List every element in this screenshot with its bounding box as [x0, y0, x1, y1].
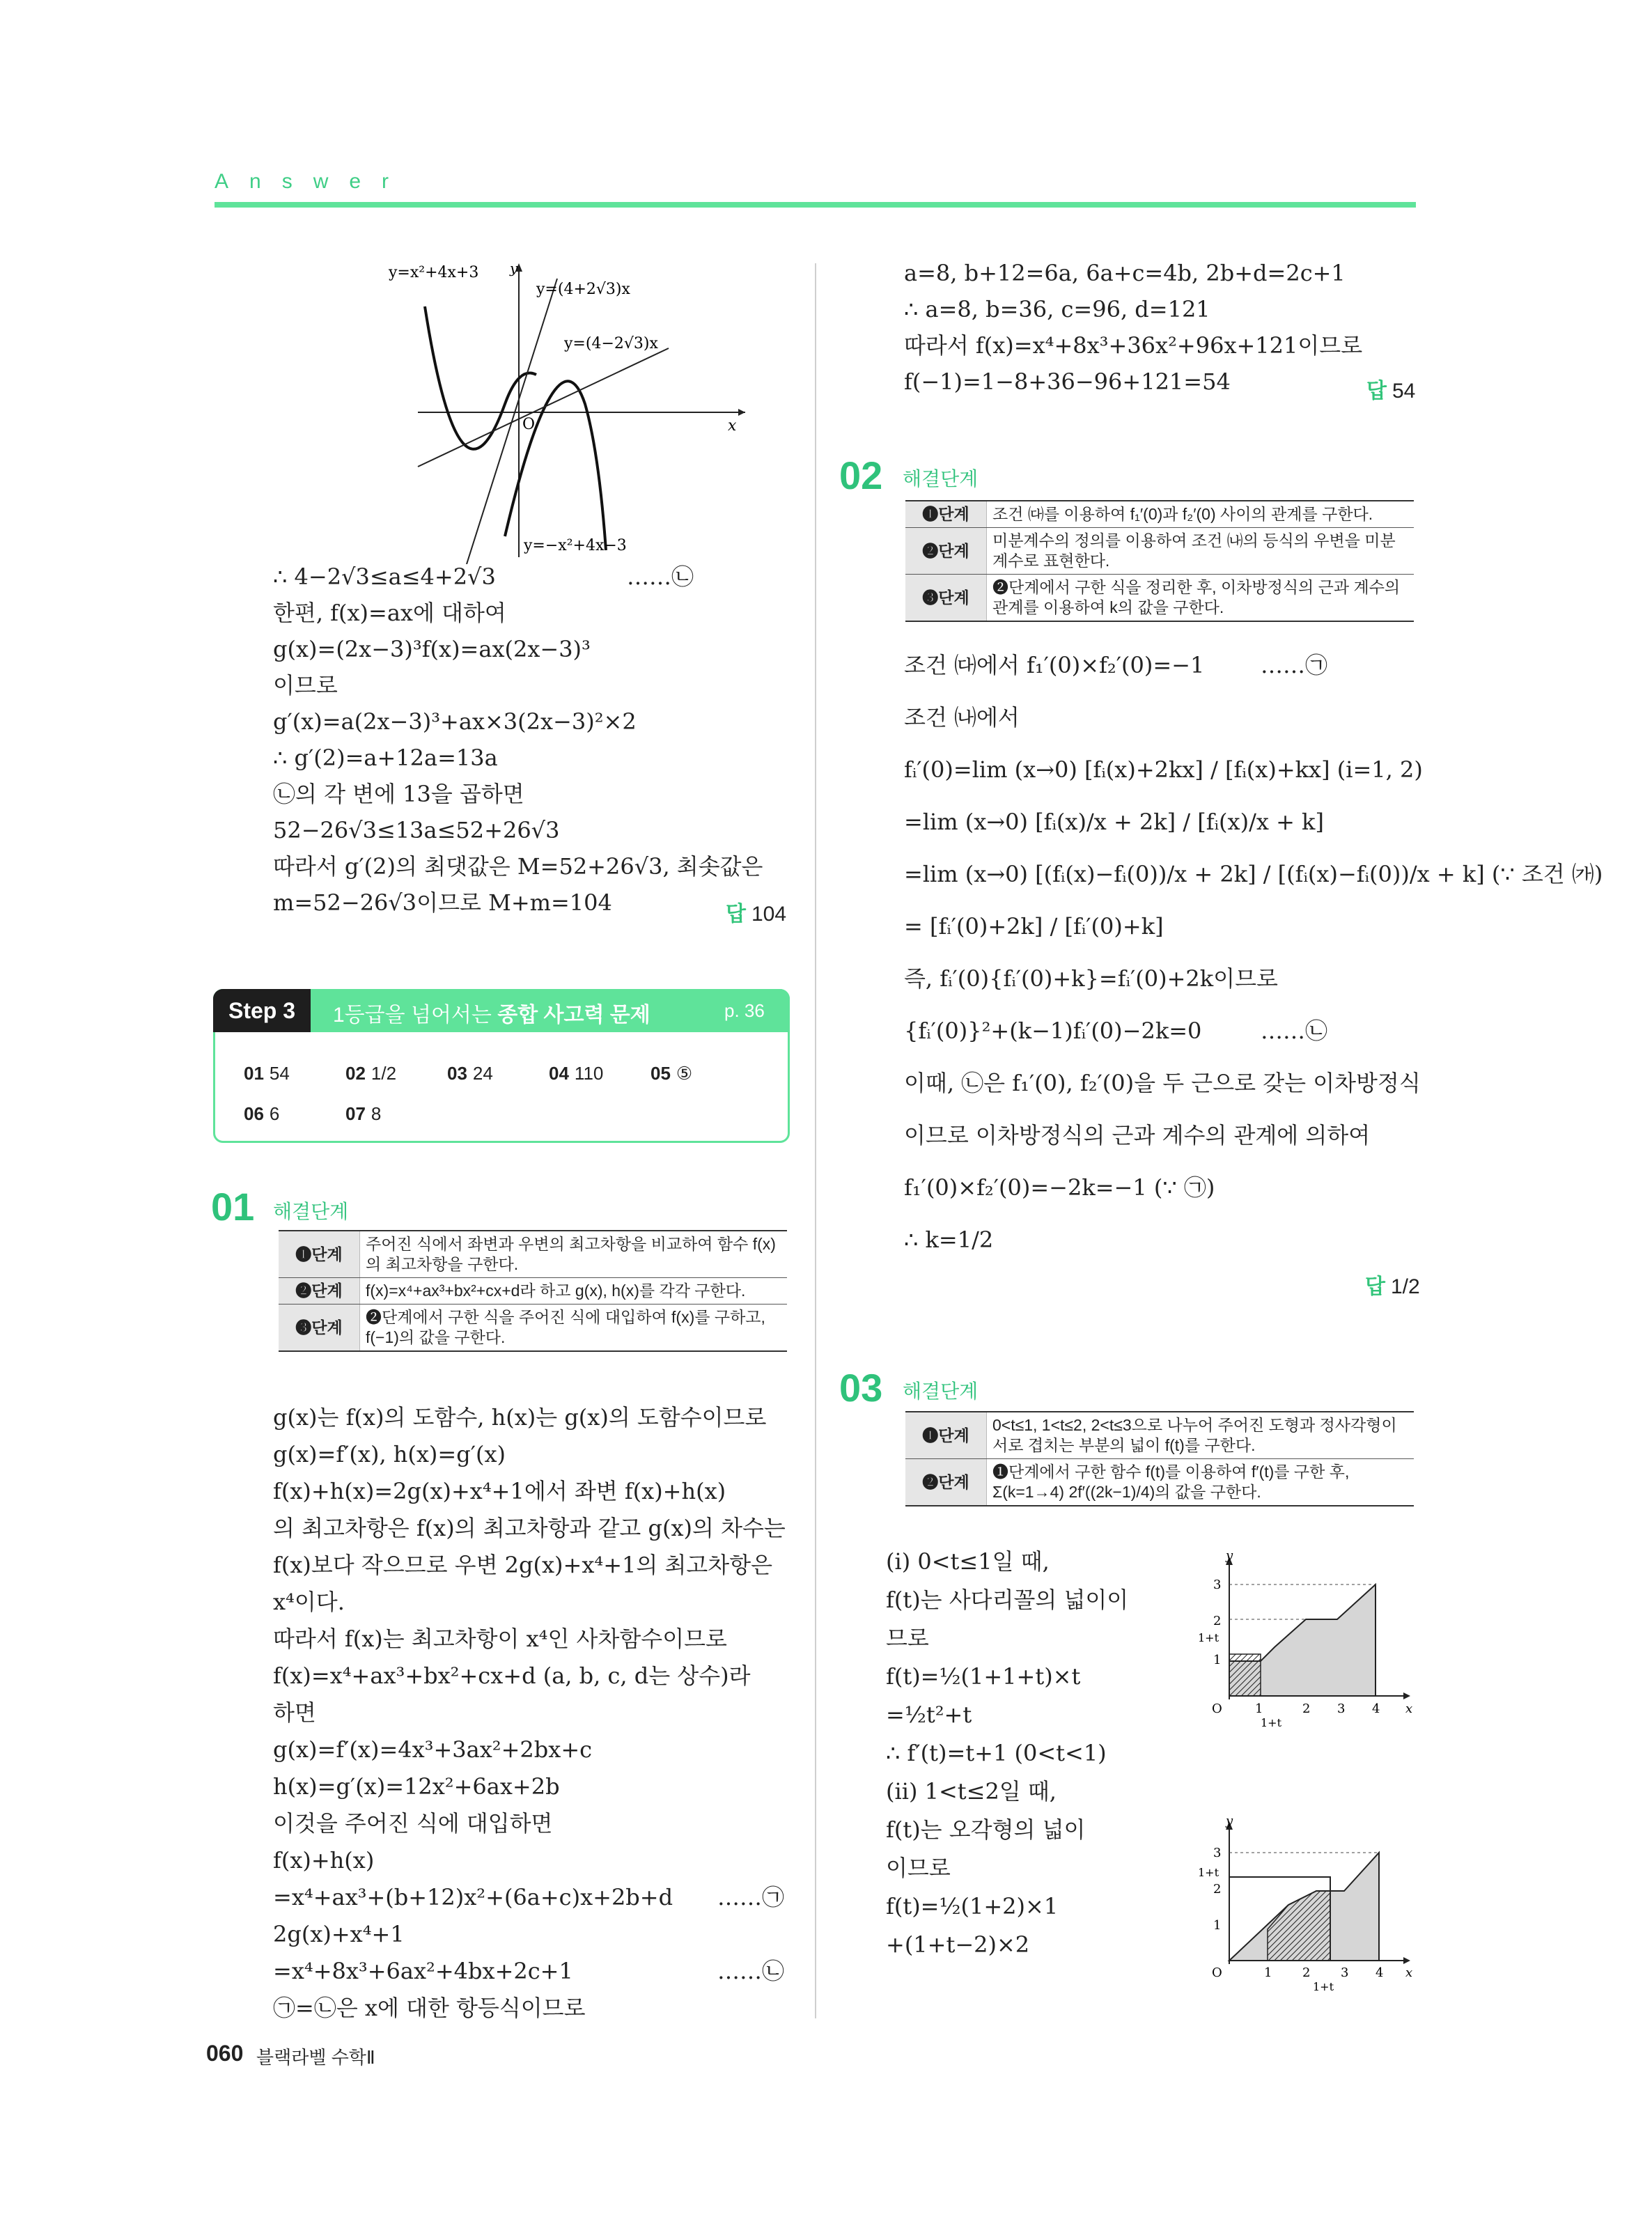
left-top-line: 따라서 g′(2)의 최댓값은 M=52+26√3, 최솟값은 [273, 853, 763, 880]
g2-label-5: O [1212, 1701, 1222, 1716]
section-02-answer [1365, 1269, 1420, 1300]
step-label: ❸단계 [905, 575, 987, 622]
section-01-number: 01 [211, 1185, 255, 1229]
s02-lines-line: {fᵢ′(0)}²+(k−1)fᵢ′(0)−2k=0 [904, 1018, 1202, 1044]
g2-label-1: 3 [1213, 1578, 1222, 1592]
graph1-label-4: O [522, 416, 536, 433]
g3-label-2: 2 [1213, 1882, 1222, 1897]
step3-subtitle [333, 997, 650, 1028]
s03-lines-line: f(t)는 사다리꼴의 넓이이 [886, 1587, 1129, 1613]
s02-lines-line: 이므로 이차방정식의 근과 계수의 관계에 의하여 [904, 1122, 1371, 1148]
left-top-line: ∴ g′(2)=a+12a=13a [273, 745, 498, 771]
section-02-number: 02 [839, 453, 883, 497]
answer-mark: 답 [1366, 380, 1387, 403]
s02-lines-line: 이때, ㉡은 f₁′(0), f₂′(0)을 두 근으로 갖는 이차방정식 [904, 1070, 1421, 1096]
left-answer-value: 104 [751, 903, 787, 926]
step-row [905, 501, 1414, 528]
graph1-label-5: x [728, 417, 737, 435]
step3-tag: Step 3 [213, 989, 311, 1032]
g2-label-4: 1 [1213, 1653, 1222, 1667]
g2-label-8: 3 [1337, 1701, 1346, 1716]
left-top-line: m=52−26√3이므로 M+m=104 [273, 889, 612, 916]
right-top-answer [1366, 373, 1415, 404]
step-text: 조건 ㈐를 이용하여 f₁′(0)과 f₂′(0) 사이의 관계를 구한다. [987, 501, 1415, 528]
s01-lines-line: 의 최고차항은 f(x)의 최고차항과 같고 g(x)의 차수는 [273, 1515, 786, 1541]
g3-label-9: 4 [1376, 1965, 1384, 1980]
s01-lines-line: 2g(x)+x⁴+1 [273, 1921, 405, 1947]
step3-answer-num: 05 [650, 1063, 671, 1084]
s03-lines-line: f(t)는 오각형의 넓이 [886, 1816, 1086, 1843]
left-top-line-tag: ……㉡ [627, 563, 694, 590]
g3-label-10: x [1405, 1965, 1413, 1980]
step-label: ❶단계 [279, 1231, 360, 1278]
step-label: ❸단계 [279, 1305, 360, 1352]
s01-lines-line: h(x)=g′(x)=12x²+6ax+2b [273, 1773, 560, 1800]
section-02-steps-table [905, 500, 1414, 622]
step3-page-ref: p. 36 [724, 1000, 765, 1021]
step3-answer-val: 54 [269, 1063, 290, 1084]
s01-lines-line: g(x)=f′(x), h(x)=g′(x) [273, 1441, 506, 1467]
column-divider [815, 263, 816, 2018]
step3-answer-val: ⑤ [676, 1063, 693, 1084]
s03-lines-line: +(1+t−2)×2 [886, 1931, 1030, 1958]
s03-lines-line: ∴ f′(t)=t+1 (0<t<1) [886, 1740, 1107, 1766]
footer-page-number: 060 [206, 2041, 244, 2066]
g3-label-8: 3 [1341, 1965, 1349, 1980]
answer-mark: 답 [726, 903, 746, 926]
step-label: ❷단계 [905, 1459, 987, 1506]
step3-subtitle-pre: 1등급을 넘어서는 [333, 1004, 498, 1027]
header-answer-word: Answer [215, 170, 410, 193]
s02-lines-line: 즉, fᵢ′(0){fᵢ′(0)+k}=fᵢ′(0)+2k이므로 [904, 965, 1278, 992]
step3-answer-num: 07 [345, 1103, 366, 1124]
step-row [279, 1231, 787, 1278]
s02-lines-line-tag: ……㉡ [1261, 1018, 1328, 1044]
left-top-line: 이므로 [273, 672, 338, 699]
step3-answer-item [650, 1063, 692, 1084]
step3-answer-num: 03 [447, 1063, 467, 1084]
s02-lines-line: fᵢ′(0)=lim (x→0) [fᵢ(x)+2kx] / [fᵢ(x)+kx] (i=1, 2) [904, 756, 1423, 783]
graph1-label-1: y [510, 260, 518, 277]
s03-lines-line: 이므로 [886, 1855, 951, 1881]
step3-answer-item [244, 1063, 290, 1084]
g3-label-5: O [1212, 1965, 1222, 1980]
step-row [905, 528, 1414, 575]
right-top-answer-value: 54 [1392, 380, 1416, 403]
shallow-tangent-line [418, 348, 669, 467]
step3-answer-val: 6 [269, 1103, 280, 1124]
s03-lines-line: f(t)=½(1+1+t)×t [886, 1663, 1081, 1690]
step-row [905, 1459, 1414, 1506]
section-01-label: 해결단계 [273, 1201, 349, 1222]
step3-answer-val: 110 [574, 1063, 604, 1084]
step-text: 0<t≤1, 1<t≤2, 2<t≤3으로 나누어 주어진 도형과 정사각형이 서로 겹치는 부분의 넓이 f(t)를 구한다. [987, 1412, 1415, 1459]
answer-mark: 답 [1365, 1275, 1385, 1298]
step3-answer-val: 24 [472, 1063, 493, 1084]
s02-lines-line: 조건 ㈐에서 f₁′(0)×f₂′(0)=−1 [904, 652, 1205, 678]
step3-answer-num: 02 [345, 1063, 366, 1084]
s01-lines-line: 따라서 f(x)는 최고차항이 x⁴인 사차함수이므로 [273, 1626, 727, 1652]
steep-tangent-line [467, 279, 557, 564]
graph1-label-2: y=(4+2√3)x [536, 281, 630, 298]
left-answer [726, 896, 786, 927]
section-03-steps-table [905, 1411, 1414, 1506]
step-label: ❶단계 [905, 1412, 987, 1459]
parabola-graph [376, 258, 766, 564]
s01-lines-line: x⁴이다. [273, 1589, 345, 1615]
step3-subtitle-bold: 종합 사고력 문제 [497, 1004, 650, 1027]
graph1-label-3: y=(4−2√3)x [564, 335, 658, 352]
right-top-line: a=8, b+12=6a, 6a+c=4b, 2b+d=2c+1 [904, 260, 1346, 286]
step3-answer-num: 06 [244, 1103, 264, 1124]
step3-answer-num: 01 [244, 1063, 264, 1084]
s01-lines-line: =x⁴+ax³+(b+12)x²+(6a+c)x+2b+d [273, 1884, 673, 1910]
trapezoid-graph [1198, 1550, 1421, 1734]
left-top-line: 한편, f(x)=ax에 대하여 [273, 600, 506, 626]
s01-lines-line-tag: ……㉡ [717, 1958, 785, 1984]
s01-lines-line: ㉠=㉡은 x에 대한 항등식이므로 [273, 1995, 586, 2021]
g3-label-11: 1+t [1313, 1980, 1334, 1993]
step-text: ❶단계에서 구한 함수 f(t)를 이용하여 f′(t)를 구한 후, Σ(k=1→4) 2f′((2k−1)/4)의 값을 구한다. [987, 1459, 1415, 1506]
s02-lines-line-tag: ……㉠ [1261, 652, 1328, 678]
step3-answer-item [345, 1063, 396, 1084]
s01-lines-line: g(x)는 f(x)의 도함수, h(x)는 g(x)의 도함수이므로 [273, 1404, 767, 1431]
g2-label-7: 2 [1302, 1701, 1311, 1716]
step3-answer-item [244, 1103, 279, 1125]
s02-lines-line: 조건 ㈏에서 [904, 704, 1020, 731]
step3-answer-item [447, 1063, 493, 1084]
g3-label-1: 3 [1213, 1846, 1222, 1860]
left-top-line: g(x)=(2x−3)³f(x)=ax(2x−3)³ [273, 636, 591, 662]
s02-lines-line: =lim (x→0) [(fᵢ(x)−fᵢ(0))/x + 2k] / [(fᵢ(x)−fᵢ(0))/x + k] (∵ 조건 ㈎) [904, 861, 1603, 887]
s01-lines-line: f(x)+h(x) [273, 1847, 375, 1874]
section-02-answer-value: 1/2 [1390, 1275, 1420, 1298]
right-top-line: ∴ a=8, b=36, c=96, d=121 [904, 296, 1210, 322]
s01-lines-line: f(x)+h(x)=2g(x)+x⁴+1에서 좌변 f(x)+h(x) [273, 1478, 726, 1504]
s01-lines-line: f(x)보다 작으므로 우변 2g(x)+x⁴+1의 최고차항은 [273, 1552, 773, 1578]
header-rule [215, 202, 1416, 208]
s02-lines-line: =lim (x→0) [fᵢ(x)/x + 2k] / [fᵢ(x)/x + k] [904, 809, 1324, 835]
g2-label-10: x [1405, 1701, 1413, 1716]
s03-lines-line: f(t)=½(1+2)×1 [886, 1893, 1059, 1919]
step3-answer-item [345, 1103, 381, 1125]
left-top-line: 52−26√3≤13a≤52+26√3 [273, 817, 560, 843]
g3-label-7: 2 [1302, 1965, 1311, 1980]
s02-lines-line: = [fᵢ′(0)+2k] / [fᵢ′(0)+k] [904, 913, 1164, 940]
lower-parabola [505, 381, 606, 550]
section-03-number: 03 [839, 1366, 883, 1410]
left-top-line: ㉡의 각 변에 13을 곱하면 [273, 781, 524, 807]
step-text: ❷단계에서 구한 식을 주어진 식에 대입하여 f(x)를 구하고, f(−1)의 값을 구한다. [360, 1305, 788, 1352]
pentagon-graph [1198, 1818, 1421, 1995]
section-01-steps-table [279, 1230, 787, 1352]
g2-label-6: 1 [1255, 1701, 1263, 1716]
s01-lines-line-tag: ……㉠ [717, 1884, 785, 1910]
s02-lines-line: ∴ k=1/2 [904, 1226, 994, 1253]
step-text: ❷단계에서 구한 식을 정리한 후, 이차방정식의 근과 계수의 관계를 이용하여 k의 값을 구한다. [987, 575, 1415, 622]
graph1-label-0: y=x²+4x+3 [389, 264, 479, 281]
section-02-label: 해결단계 [903, 468, 979, 490]
s01-lines-line: g(x)=f′(x)=4x³+3ax²+2bx+c [273, 1736, 593, 1763]
step3-answer-val: 8 [371, 1103, 382, 1124]
g3-label-0: y [1226, 1818, 1233, 1828]
section-03-label: 해결단계 [903, 1380, 979, 1402]
s03-lines-line: 므로 [886, 1625, 929, 1651]
footer-book-title: 블랙라벨 수학Ⅱ [256, 2047, 375, 2068]
step-label: ❷단계 [905, 528, 987, 575]
g2-label-3: 1+t [1198, 1631, 1219, 1644]
g2-label-2: 2 [1213, 1614, 1222, 1628]
s03-lines-line: =½t²+t [886, 1701, 972, 1728]
s01-lines-line: 하면 [273, 1699, 316, 1726]
g3-label-4: 1 [1213, 1918, 1222, 1933]
step-text: 미분계수의 정의를 이용하여 조건 ㈏의 등식의 우변을 미분계수로 표현한다. [987, 528, 1415, 575]
s01-lines-line: f(x)=x⁴+ax³+bx²+cx+d (a, b, c, d는 상수)라 [273, 1662, 751, 1689]
step-label: ❷단계 [279, 1278, 360, 1305]
g2-label-11: 1+t [1261, 1716, 1282, 1729]
step-row [279, 1278, 787, 1305]
step3-answer-item [549, 1063, 603, 1084]
right-top-line: 따라서 f(x)=x⁴+8x³+36x²+96x+121이므로 [904, 332, 1363, 359]
step-label: ❶단계 [905, 501, 987, 528]
step-row [905, 1412, 1414, 1459]
right-top-line: f(−1)=1−8+36−96+121=54 [904, 368, 1231, 395]
left-top-line: g′(x)=a(2x−3)³+ax×3(2x−3)²×2 [273, 708, 637, 735]
g3-label-6: 1 [1264, 1965, 1272, 1980]
step3-answer-num: 04 [549, 1063, 569, 1084]
g2-label-9: 4 [1372, 1701, 1380, 1716]
s01-lines-line: =x⁴+8x³+6ax²+4bx+2c+1 [273, 1958, 573, 1984]
g2-label-0: y [1226, 1550, 1233, 1563]
graph1-label-6: y=−x²+4x−3 [524, 537, 627, 554]
s03-lines-line: (ⅱ) 1<t≤2일 때, [886, 1778, 1057, 1805]
s01-lines-line: 이것을 주어진 식에 대입하면 [273, 1810, 553, 1837]
s02-lines-line: f₁′(0)×f₂′(0)=−2k=−1 (∵ ㉠) [904, 1174, 1215, 1201]
g3-label-3: 1+t [1198, 1866, 1219, 1879]
step-text: 주어진 식에서 좌변과 우변의 최고차항을 비교하여 함수 f(x)의 최고차항을 구한다. [360, 1231, 788, 1278]
step-text: f(x)=x⁴+ax³+bx²+cx+d라 하고 g(x), h(x)를 각각 구한다. [360, 1278, 788, 1305]
left-top-line: ∴ 4−2√3≤a≤4+2√3 [273, 563, 496, 590]
step-row [905, 575, 1414, 622]
step-row [279, 1305, 787, 1352]
step3-answer-val: 1/2 [371, 1063, 397, 1084]
s03-lines-line: (ⅰ) 0<t≤1일 때, [886, 1548, 1050, 1575]
